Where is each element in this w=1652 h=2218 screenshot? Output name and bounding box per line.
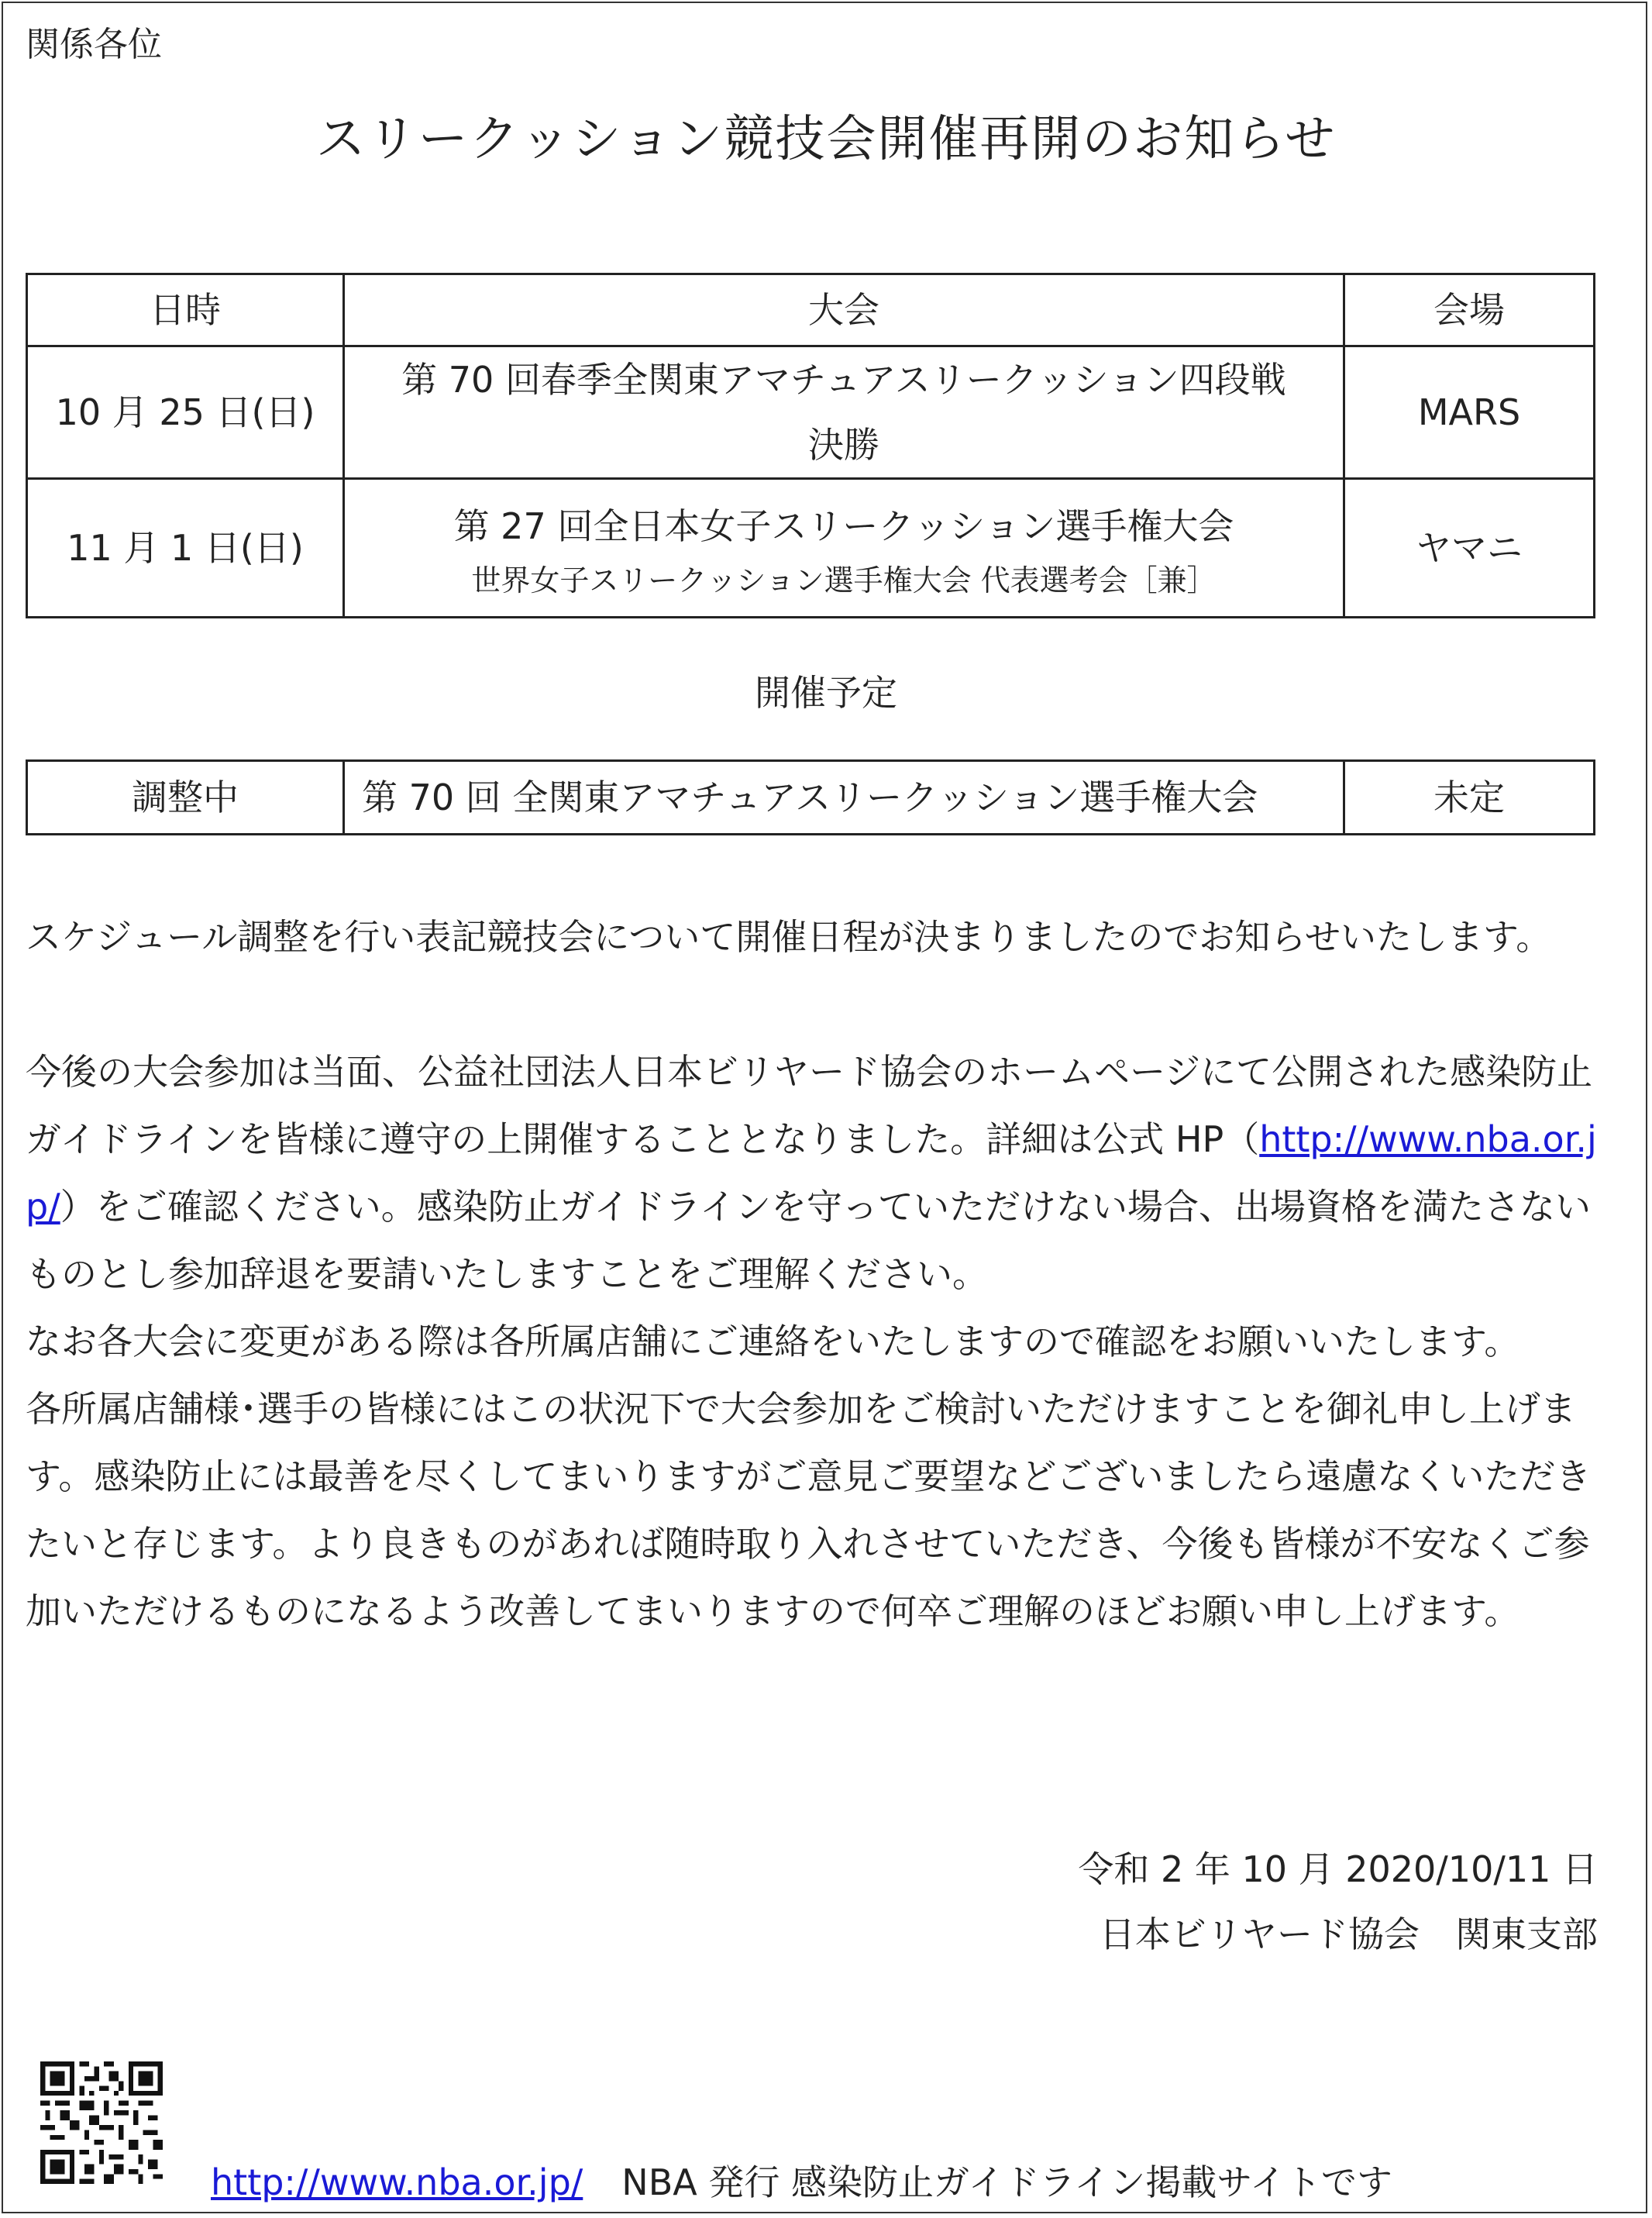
row-date: 10 月 25 日(日) [27,346,344,479]
nba-website-link[interactable]: http://www.nba.or.jp/ [26,1118,1597,1228]
table-row [27,761,1595,835]
guidelines-text-cont: ）をご確認ください。感染防止ガイドラインを守っていただけない場合、出場資格を満たさないものとし参加辞退を要請いたしますことをご理解ください。 [26,1186,1591,1295]
row-event: 第 70 回 全関東アマチュアスリークッション選手権大会 [344,761,1344,835]
footer [211,2159,1392,2206]
issue-date: 令和 2 年 10 月 2020/10/11 日 [1078,1848,1598,1890]
row-event [344,346,1344,479]
footer-description: NBA 発行 感染防止ガイドライン掲載サイトです [621,2161,1392,2203]
table-header-row [27,274,1595,346]
paragraph-thanks: 各所属店舗様･選手の皆様にはこの状況下で大会参加をご検討いただけますことを御礼申し上げます。感染防止には最善を尽くしてまいりますがご意見ご要望などございましたら遠慮なくいただきたいと存じます。より良きものがあれば随時取り入れさせていただき、今後も皆様が不安なくご参加いただけるものになるよう改善してまいりますので何卒ご理解のほどお願い申し上げます。 [26,1388,1592,1632]
guidelines-text: 今後の大会参加は当面、公益社団法人日本ビリヤード協会のホームページにて公開された感染防止ガイドラインを皆様に遵守の上開催することとなりました。詳細は公式 HP（ [26,1051,1593,1160]
qr-code-icon [40,2061,163,2184]
row-event [344,479,1344,618]
page-title: スリークッション競技会開催再開のお知らせ [315,111,1337,168]
row-date: 調整中 [27,761,344,835]
organization-name: 日本ビリヤード協会 関東支部 [1099,1913,1598,1955]
paragraph-guidelines [26,1038,1599,1308]
body-text [26,904,1599,1645]
paragraph-changes: なお各大会に変更がある際は各所属店舗にご連絡をいたしますので確認をお願いいたします。 [26,1321,1520,1362]
paragraph-schedule-notice: スケジュール調整を行い表記競技会について開催日程が決まりましたのでお知らせいたします。 [26,916,1552,958]
paragraph-gap [26,971,1599,1038]
addressee: 関係各位 [26,25,162,64]
planned-label: 開催予定 [755,672,897,714]
event-title: 第 27 回全日本女子スリークッション選手権大会 [453,505,1234,547]
header-venue: 会場 [1344,274,1595,346]
row-date: 11 月 1 日(日) [27,479,344,618]
footer-nba-link[interactable]: http://www.nba.or.jp/ [211,2161,583,2203]
table-row [27,346,1595,479]
event-title-line2: 決勝 [808,424,879,466]
header-date: 日時 [27,274,344,346]
row-venue: MARS [1344,346,1595,479]
header-event: 大会 [344,274,1344,346]
schedule-table [26,273,1595,618]
planned-table [26,759,1595,835]
event-title: 第 70 回春季全関東アマチュアスリークッション四段戦 [401,359,1286,401]
event-subtitle: 世界女子スリークッション選手権大会 代表選考会［兼］ [471,563,1217,598]
row-venue: 未定 [1344,761,1595,835]
table-row [27,479,1595,618]
row-venue: ヤマニ [1344,479,1595,618]
